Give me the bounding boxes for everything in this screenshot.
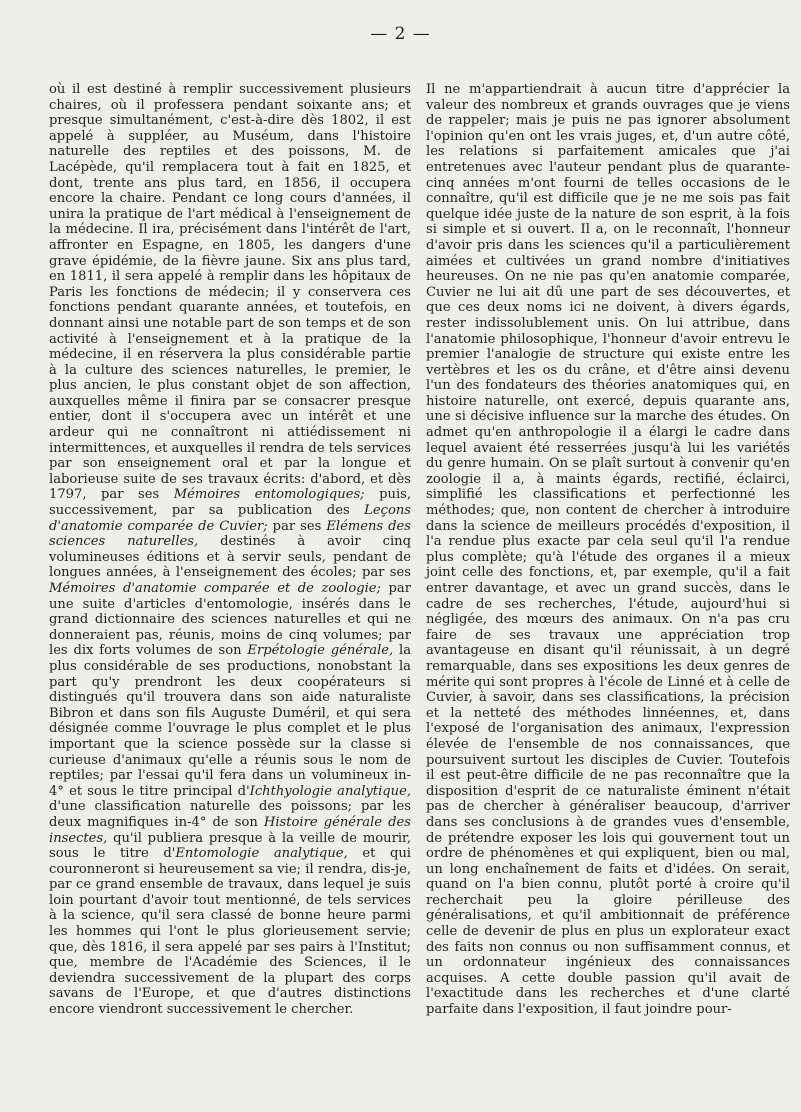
left-seg-15: Entomologie analytique, <box>175 846 348 862</box>
left-seg-13: Histoire générale des insectes, <box>49 814 412 846</box>
left-seg-1: Mémoires entomologiques; <box>173 487 365 503</box>
left-seg-7: Mémoires d'anatomie comparée et de zoologie; <box>49 581 381 596</box>
left-column <box>49 82 411 1018</box>
left-seg-6: destinés à avoir cinq volumineuses éditions et à servir seuls, pendant de longues années, à l'enseignement des écoles; par ses <box>49 534 411 581</box>
left-seg-10: la plus considérable de ses productions, nonobstant la part qu'y prendront les deux coopérateurs si distingués qu'il trouvera dans son aide naturaliste Bibron et dans son fils Auguste Duméril, et qui sera désignée comme l'ouvrage le plus complet et le plus important que la science possède sur la classe si curieuse d'animaux qu'elle a réunis sous le nom de reptiles; par l'essai qu'il fera dans un volumineux in-4° et sous le titre principal d' <box>49 643 412 799</box>
left-seg-2: puis, successivement, par sa publication des <box>49 487 412 519</box>
left-seg-3: Leçons d'anatomie comparée de Cuvier; <box>49 503 411 534</box>
left-seg-9: Erpétologie générale, <box>247 643 394 659</box>
left-seg-4: par ses <box>267 518 327 534</box>
left-column-paragraph <box>49 82 411 1018</box>
page-number: — 2 — <box>370 24 431 44</box>
left-seg-12: d'une classification naturelle des poissons; par les deux magnifiques in-4° de son <box>49 799 411 830</box>
left-seg-0: où il est destiné à remplir successivement plusieurs chaires, où il professera pendant soixante ans; et presque simultanément, c'est-à-dire dès 1802, il est appelé à suppléer, au Muséum, dans l'histoire naturelle des reptiles et des poissons, M. de Lacépède, qu'il remplacera tout à fait en 1825, et dont, trente ans plus tard, en 1856, il occupera encore la chaire. Pendant ce long cours d'années, il unira la pratique de l'art médical à l'enseignement de la médecine. Il ira, précisément dans l'intérêt de l'art, affronter en Espagne, en 1805, les dangers d'une grave épidémie, de la fièvre jaune. Six ans plus tard, en 1811, il sera appelé à remplir dans les hôpitaux de Paris les fonctions de médecin; il y conservera ces fonctions pendant quarante années, et toutefois, en donnant ainsi une notable part de son temps et de son activité à l'enseignement et à la pratique de la médecine, il en réservera la plus considérable partie à la culture des sciences naturelles, le premier, le plus ancien, le plus constant objet de son affection, auxquelles même il finira par se consacrer presque entier, dont il s'occupera avec un intérêt et une ardeur qui ne connaîtront ni attiédissement ni intermittences, et auxquelles il rendra de tels services par son enseignement oral et par la longue et laborieuse suite de ses travaux écrits: d'abord, et dès 1797, par ses <box>49 82 411 503</box>
left-seg-5: Elémens des sciences naturelles, <box>49 518 411 550</box>
left-seg-8: par une suite d'articles d'entomologie, insérés dans le grand dictionnaire des sciences naturelles et qui ne donneraient pas, réunis, moins de cinq volumes; par les dix forts volumes de son <box>49 581 411 659</box>
right-column <box>426 82 790 1018</box>
left-seg-11: Ichthyologie analytique, <box>249 783 411 799</box>
right-column-paragraph <box>426 82 790 1018</box>
left-seg-16: et qui couronneront si heureusement sa vie; il rendra, dis-je, par ce grand ensemble de travaux, dans lequel je suis loin pourtant d'avoir tout mentionné, de tels services à la science, qu'il sera classé de bonne heure parmi les hommes qui l'ont le plus glorieusement servie; que, dès 1816, il sera appelé par ses pairs à l'Institut; que, membre de l'Académie des Sciences, il le deviendra successivement de la plupart des corps savans de l'Europe, et que d'autres distinctions encore viendront successivement le chercher. <box>49 846 411 1018</box>
right-seg-0: Il ne m'appartiendrait à aucun titre d'apprécier la valeur des nombreux et grands ouvrages que je viens de rappeler; mais je puis ne pas ignorer absolument l'opinion qu'en ont les vrais juges, et, d'un autre côté, les relations si parfaitement amicales que j'ai entretenues avec l'auteur pendant plus de quarante-cinq années m'ont fourni de telles occasions de le connaître, qu'il est difficile que je ne me sois pas fait quelque idée juste de la nature de son esprit, à la fois si simple et si ouvert. Il a, on le reconnaît, l'honneur d'avoir pris dans les sciences qu'il a particulièrement aimées et cultivées un grand nombre d'initiatives heureuses. On ne nie pas qu'en anatomie comparée, Cuvier ne lui ait dû une part de ses découvertes, et que ces deux noms ici ne doivent, à divers égards, rester indissolublement unis. On lui attribue, dans l'anatomie philosophique, l'honneur d'avoir entrevu le premier l'analogie de structure qui existe entre les vertèbres et les os du crâne, et d'être ainsi devenu l'un des fondateurs des théories anatomiques qui, en histoire naturelle, ont exercé, depuis quarante ans, une si décisive influence sur la marche des études. On admet qu'en anthropologie il a élargi le cadre dans lequel avaient été resserrées jusqu'à lui les variétés du genre humain. On se plaît surtout à convenir qu'en zoologie il a, à maints égards, rectifié, éclairci, simplifié les classifications et perfectionné les méthodes; que, non content de chercher à introduire dans la science de meilleurs procédés d'exposition, il l'a rendue plus exacte par cela seul qu'il l'a rendue plus complète; qu'à l'étude des organes il a mieux joint celle des fonctions, et, par exemple, qu'il a fait entrer davantage, et avec un grand succès, dans le cadre de ses recherches, l'étude, aujourd'hui si négligée, des mœurs des animaux. On n'a pas cru faire de ses travaux une appréciation trop avantageuse en disant qu'il réunissait, à un degré remarquable, dans ses expositions les deux genres de mérite qui sont propres à l'école de Linné et à celle de Cuvier, à savoir, dans ses classifications, la précision et la netteté des méthodes linnéennes, et, dans l'exposé de l'organisation des animaux, l'expression élevée de l'ensemble de nos connaissances, que poursuivent surtout les disciples de Cuvier. Toutefois il est peut-être difficile de ne pas reconnaître que la disposition d'esprit de ce naturaliste éminent n'était pas de chercher à généraliser beaucoup, d'arriver dans ses conclusions à de grandes vues d'ensemble, de prétendre exposer les lois qui gouvernent tout un ordre de phénomènes et qui expliquent, bien ou mal, un long enchaînement de faits et d'idées. On serait, quand on l'a bien connu, plutôt porté à croire qu'il recherchait peu la gloire périlleuse des généralisations, et qu'il ambitionnait de préférence celle de devenir de plus en plus un explorateur exact des faits non connus ou non suffisamment connus, et un ordonnateur ingénieux des connaissances acquises. A cette double passion qu'il avait de l'exactitude dans les recherches et d'une clarté parfaite dans l'exposition, il faut joindre pour- <box>426 82 790 1018</box>
left-seg-14: qu'il publiera presque à la veille de mourir, sous le titre d' <box>49 830 411 862</box>
